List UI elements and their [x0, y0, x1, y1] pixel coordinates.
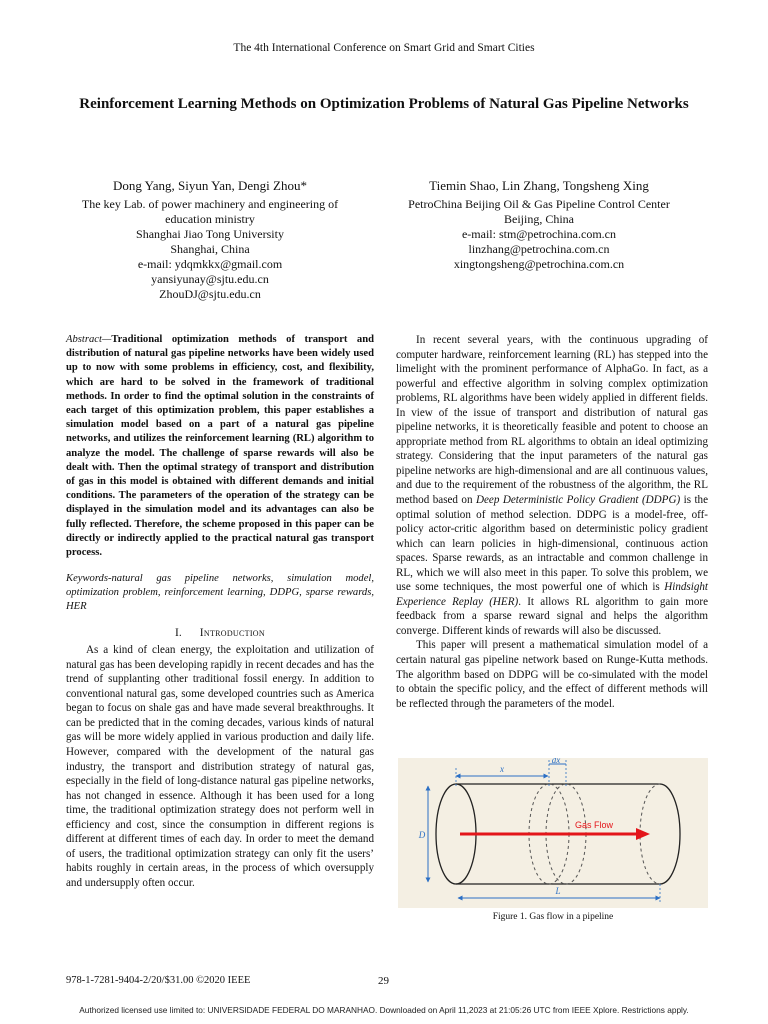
affiliation-line: Shanghai, China — [170, 242, 250, 256]
author-block-left — [60, 178, 360, 302]
body-paragraph: This paper will present a mathematical simulation model of a certain natural gas pipeline network based on Runge-Kutta methods. The algorithm based on DDPG will be co-simulated with the model to obtain the specific policy, and the effect of different methods will be reflected through the parameters of the model. — [396, 639, 708, 710]
pipeline-figure — [398, 758, 708, 908]
email-line: e-mail: ydqmkkx@gmail.com — [137, 257, 283, 271]
email-line: yansiyunay@sjtu.edu.cn — [151, 272, 269, 286]
keywords: Keywords-natural gas pipeline networks, simulation model, optimization problem, reinforcement learning, DDPG, sparse rewards, HER — [66, 573, 374, 612]
left-column — [66, 333, 374, 890]
figure-caption: Figure 1. Gas flow in a pipeline — [492, 912, 614, 922]
email-line: xingtongsheng@petrochina.com.cn — [453, 257, 625, 271]
x-label: x — [500, 764, 504, 774]
paragraph-text: . It allows RL algorithm to gain more feedback from a sparse reward signal and helps the algorithm converge. Different kinds of rewards will also be discussed. — [396, 595, 708, 637]
pipeline-diagram — [398, 758, 708, 908]
affiliation-line: PetroChina Beijing Oil & Gas Pipeline Control Center — [408, 197, 670, 211]
affiliation-line: Shanghai Jiao Tong University — [136, 227, 284, 241]
l-label: L — [555, 886, 561, 896]
paragraph-text: is the optimal solution of method selection. DDPG is a model-free, off-policy actor-critic algorithm based on deterministic policy gradient which can learn policies in high-dimensional, continuous action spaces. Sparse rewards, as an intractable and common challenge in RL, which we will also meet in this paper. To solve this problem, we use some techniques, the most powerful one of which is — [396, 494, 709, 594]
isbn-line: 978-1-7281-9404-2/20/$31.00 ©2020 IEEE — [66, 975, 251, 986]
gas-flow-label: Gas Flow — [574, 820, 614, 830]
body-paragraph — [396, 333, 708, 638]
page-number: 29 — [378, 975, 389, 987]
affiliation-line: Beijing, China — [504, 212, 574, 226]
section-number: I. — [175, 626, 182, 639]
pipe-right-end — [660, 784, 680, 884]
abstract — [66, 333, 374, 560]
author-names-left: Dong Yang, Siyun Yan, Dengi Zhou* — [113, 178, 307, 193]
ddpg-term: Deep Deterministic Policy Gradient (DDPG) — [475, 494, 681, 507]
her-term: Hindsight Experience Replay (HER) — [396, 581, 708, 608]
email-line: e-mail: stm@petrochina.com.cn — [461, 227, 616, 241]
body-paragraph: As a kind of clean energy, the exploitation and utilization of natural gas has been developing rapidly in recent decades and has the trend of supplanting other traditional fossil energy. In addition to conventional natural gas, some developed countries such as America began to focus on shale gas and have made several breakthroughs. It can be predicted that in the coming decades, various kinds of natural gas will be more widely applied in various production and daily life. However, compared with the development of the natural gas industry, the transport and distribution strategy of natural gas, especially in the field of long-distance natural gas pipeline networks, has not changed in essence. Although it has been used for a long time, the traditional optimization strategy does not perform well in efficiency and cost, since the consumption in different regions is different at different times of each day. In order to meet the demand of users, the traditional optimization strategy can only fit the users’ habits roughly in certain areas, in the process of which oversupply and undersupply often occur. — [66, 644, 374, 889]
dx-label: dx — [551, 758, 561, 765]
section-heading — [66, 626, 374, 641]
d-label: D — [418, 830, 426, 840]
conference-header: The 4th International Conference on Smart Grid and Smart Cities — [233, 42, 535, 54]
section-title: Introduction — [199, 626, 265, 639]
gas-flow-arrowhead — [636, 828, 650, 840]
affiliation-line: education ministry — [165, 212, 255, 226]
paper-title: Reinforcement Learning Methods on Optimization Problems of Natural Gas Pipeline Networks — [79, 96, 689, 112]
license-notice: Authorized licensed use limited to: UNIVERSIDADE FEDERAL DO MARANHAO. Downloaded on April 11,2023 at 21:05:26 UTC from IEEE Xplore. Restrictions apply. — [79, 1005, 689, 1015]
author-names-right: Tiemin Shao, Lin Zhang, Tongsheng Xing — [429, 178, 649, 193]
abstract-lead: Abstract— — [66, 334, 112, 345]
paragraph-text: In recent several years, with the continuous upgrading of computer hardware, reinforcement learning (RL) has stepped into the limelight with the prominent performance of AlphaGo. In fact, as a powerful and effective algorithm in solving complex optimization problems, RL algorithms have been widely applied in different fields. In view of the issue of transport and distribution of natural gas pipeline networks, it is theoretically feasible and potent to choose an appropriate method from RL algorithms to obtain an ideal optimizing strategy. Considering that the input parameters of the natural gas pipeline networks are high-dimensional and are all continuous values, and due to the requirement of the robustness of the algorithm, the RL method based on — [396, 334, 708, 507]
right-column — [396, 333, 708, 711]
email-line: linzhang@petrochina.com.cn — [468, 242, 610, 256]
author-block-right — [384, 178, 694, 272]
email-line: ZhouDJ@sjtu.edu.cn — [159, 287, 261, 301]
abstract-text: Traditional optimization methods of transport and distribution of natural gas pipeline networks have been widely used up to now with some problems in efficiency, cost, and flexibility, which are hard to be solved in the framework of traditional methods. In order to find the optimal solution in the constraints of each target of this optimization problem, this paper establishes a simulation model based on a part of a natural gas pipeline networks, and utilizes the reinforcement learning (RL) algorithm to analyze the model. The challenge of sparse rewards will also be dealt with. Then the optimal strategy of transport and distribution of gas in this model is obtained with different demands and initial conditions. The parameters of the operation of the strategy can be displayed in the simulation model and its advantages can also be fully reflected. Therefore, the scheme proposed in this paper can be directly or indirectly applied to the practical natural gas transport process. — [66, 334, 374, 559]
affiliation-line: The key Lab. of power machinery and engineering of — [81, 197, 339, 211]
